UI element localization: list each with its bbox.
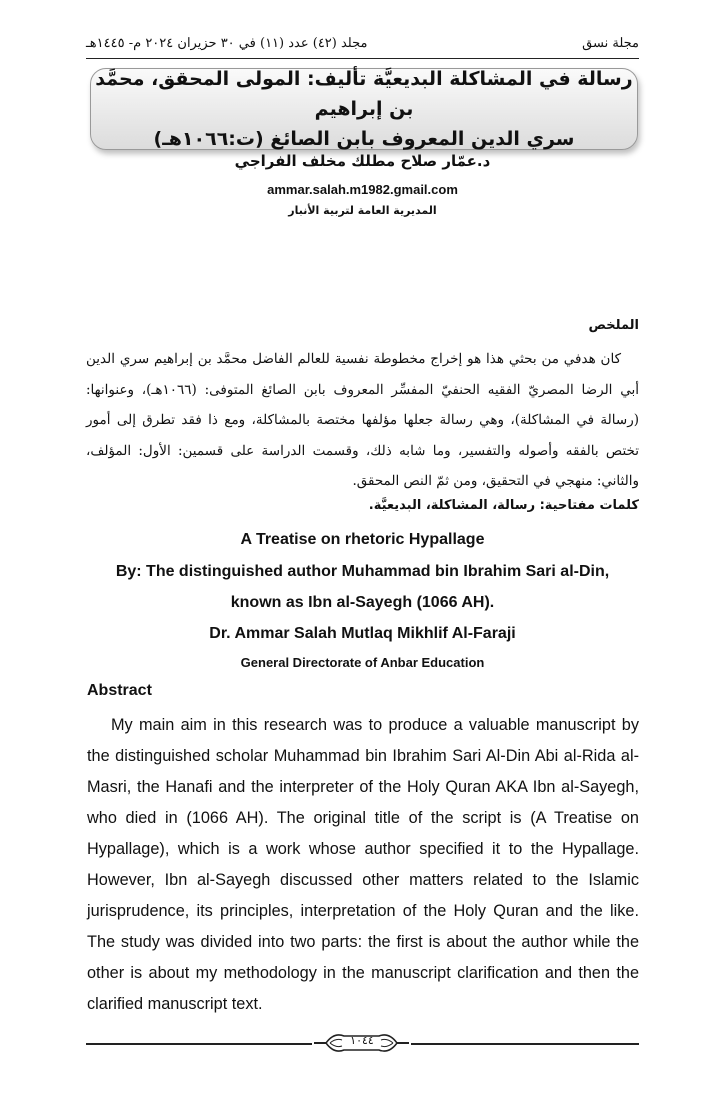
footer-rule-left [86, 1043, 312, 1045]
arabic-abstract [86, 344, 639, 497]
arabic-affiliation: المديرية العامة لتربية الأنبار [288, 204, 437, 217]
arabic-abstract-heading: الملخص [588, 318, 639, 333]
author-email: ammar.salah.m1982.gmail.com [267, 182, 458, 197]
english-affiliation: General Directorate of Anbar Education [240, 655, 485, 670]
abstract-heading: Abstract [87, 682, 152, 699]
english-abstract-body: My main aim in this research was to produce a valuable manuscript by the distinguished scholar Muhammad bin Ibrahim Sari Al-Din Abi al-Rida al-Masri, the Hanafi and the interpreter of the Holy Quran AKA Ibn al-Sayegh, who died in (1066 AH). The original title of the script is (A Treatise on Hypallage), which is a work whose author specified it to the Hypallage. However, Ibn al-Sayegh discussed other matters related to the Islamic jurisprudence, its principles, interpretation of the Holy Quran and the like. The study was divided into two parts: the first is about the author while the other is about my methodology in the manuscript clarification and then the clarified manuscript text. [87, 716, 639, 1013]
arabic-author: د.عمّار صلاح مطلك مخلف الفراجي [234, 152, 491, 170]
english-title-line-1: A Treatise on rhetoric Hypallage [240, 531, 485, 548]
arabic-title-line-2: سري الدين المعروف بابن الصائغ (ت:١٠٦٦هـ) [153, 128, 575, 150]
arabic-title-box [90, 68, 638, 150]
running-header [86, 36, 639, 60]
arabic-abstract-body: كان هدفي من بحثي هذا هو إخراج مخطوطة نفسية للعالم الفاضل محمَّد بن إبراهيم سري الدين أبي الرضا المصريّ الفقيه الحنفيّ المفسِّر المعروف بابن الصائغ المتوفى: (١٠٦٦هـ)، وعنوانها: (رسالة في المشاكلة)، وهي رسالة جعلها مؤلفها مختصة بالمشاكلة، ومع ذا فقد تطرق إلى أمور تختص بالفقه وأصوله والتفسير، وما شابه ذلك، وقسمت الدراسة على قسمين: الأول: المؤلف، والثاني: منهجي في التحقيق، ومن ثمّ النص المحقق. [86, 351, 639, 489]
page-number-ornament [312, 1030, 411, 1056]
issue-info: مجلد (٤٢) عدد (١١) في ٣٠ حزيران ٢٠٢٤ م- ١٤٤٥هـ [86, 36, 368, 51]
english-title-line-2: By: The distinguished author Muhammad bin Ibrahim Sari al-Din, [115, 563, 610, 580]
header-rule [86, 58, 639, 59]
english-title-line-3: known as Ibn al-Sayegh (1066 AH). [230, 594, 495, 611]
journal-name: مجلة نسق [582, 36, 639, 51]
arabic-title-line-1: رسالة في المشاكلة البديعيَّة تأليف: المولى المحقق، محمَّد بن إبراهيم [95, 68, 633, 120]
arabic-keywords: كلمات مفتاحية: رسالة، المشاكلة، البديعيَّة. [368, 498, 639, 513]
page-number: ١٠٤٤ [350, 1034, 374, 1047]
footer-rule-right [411, 1043, 639, 1045]
english-author: Dr. Ammar Salah Mutlaq Mikhlif Al-Faraji [209, 625, 516, 642]
english-abstract [87, 710, 639, 1020]
